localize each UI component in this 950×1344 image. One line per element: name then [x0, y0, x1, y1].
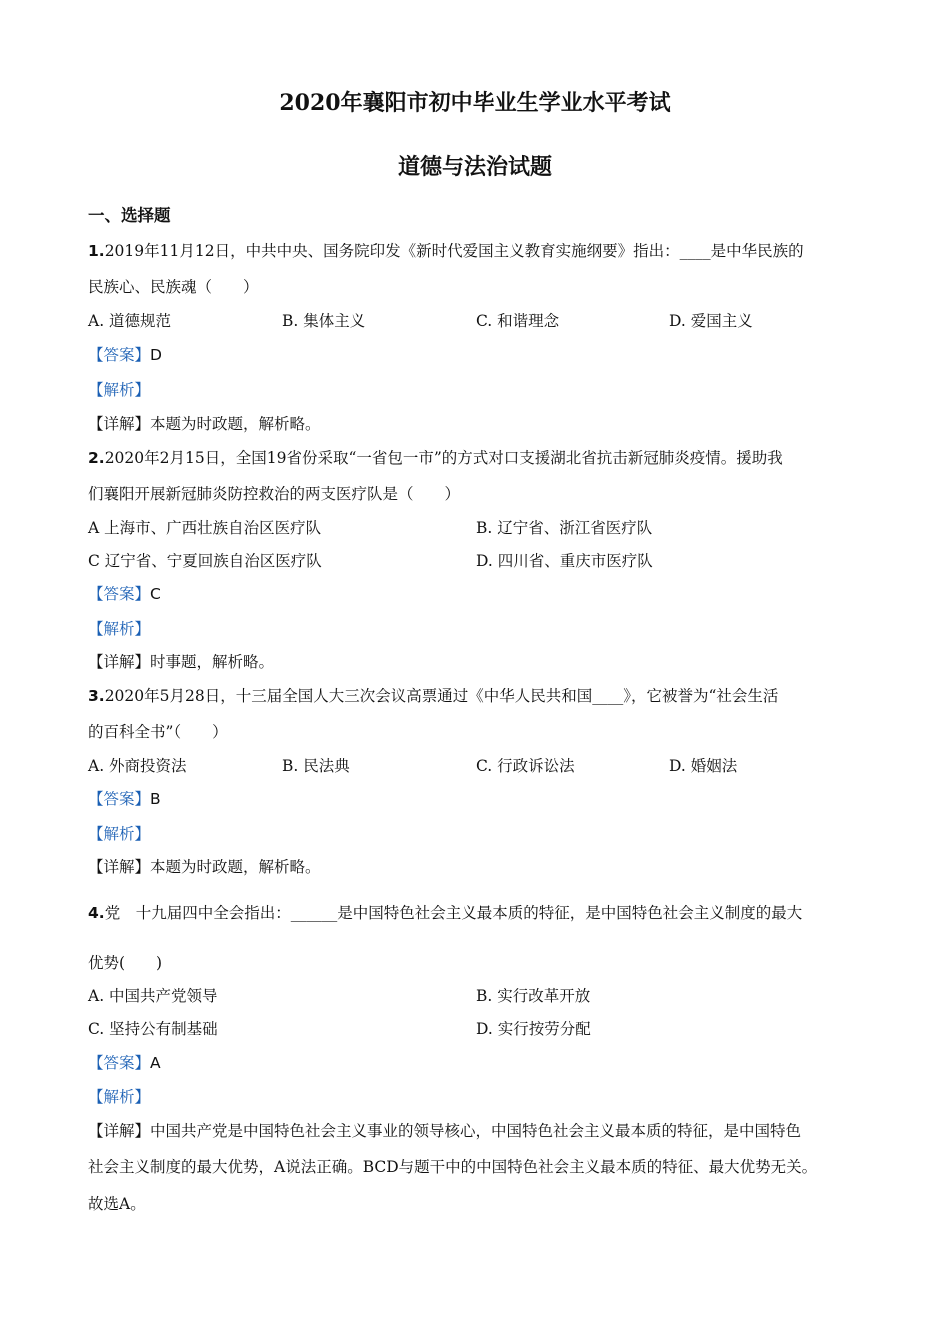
question-1-number: 1.	[88, 242, 105, 260]
question-3-detail	[88, 856, 321, 878]
question-3-option-d: D. 婚姻法	[669, 757, 738, 775]
question-3-line-2: 的百科全书”（ ）	[88, 723, 228, 741]
question-4-number: 4.	[88, 904, 105, 922]
question-4-detail-line-2: 社会主义制度的最大优势，A说法正确。BCD与题干中的中国特色社会主义最本质的特征、最大优势无关。	[88, 1158, 818, 1176]
question-2-stem: 2020年2月15日，全国19省份采取“一省包一市”的方式对口支援湖北省抗击新冠肺炎疫情。援助我	[104, 449, 783, 467]
answer-label: 【答案】	[88, 1054, 151, 1072]
detail-text: 中国共产党是中国特色社会主义事业的领导核心，中国特色社会主义最本质的特征，是中国特色	[150, 1122, 802, 1140]
detail-label: 【详解】	[88, 1122, 151, 1140]
question-3-number: 3.	[88, 687, 105, 705]
question-4-line-1	[88, 902, 802, 924]
question-1-line-1	[88, 240, 804, 262]
question-3-stem: 2020年5月28日，十三届全国人大三次会议高票通过《中华人民共和国____》，它被誉为“社会生活	[104, 687, 779, 705]
detail-text: 时事题，解析略。	[150, 653, 275, 671]
question-3-line-1	[88, 685, 778, 707]
question-3-answer	[88, 788, 161, 810]
question-4-option-c: C. 坚持公有制基础	[88, 1020, 218, 1038]
question-3-option-b: B. 民法典	[282, 757, 350, 775]
question-1-answer	[88, 344, 162, 366]
answer-value: C	[150, 585, 161, 603]
question-2-line-1	[88, 447, 783, 469]
question-2-line-2: 们襄阳开展新冠肺炎防控救治的两支医疗队是（ ）	[88, 485, 461, 503]
question-1-stem: 2019年11月12日，中共中央、国务院印发《新时代爱国主义教育实施纲要》指出：____是中华民族的	[104, 242, 804, 260]
question-2-option-c: C 辽宁省、宁夏回族自治区医疗队	[88, 552, 322, 570]
question-4-detail-line-1	[88, 1120, 801, 1142]
question-2-option-b: B. 辽宁省、浙江省医疗队	[476, 519, 653, 537]
question-4-stem: 党 十九届四中全会指出：______是中国特色社会主义最本质的特征，是中国特色社会主义制度的最大	[104, 904, 803, 922]
detail-label: 【详解】	[88, 858, 151, 876]
section-heading: 一、选择题	[88, 206, 171, 225]
detail-label: 【详解】	[88, 415, 151, 433]
question-3-analysis-label: 【解析】	[88, 825, 151, 843]
question-2-detail	[88, 651, 274, 673]
page-subtitle: 道德与法治试题	[397, 154, 552, 180]
question-4-detail-line-3: 故选A。	[88, 1195, 146, 1213]
question-4-analysis-label: 【解析】	[88, 1088, 151, 1106]
question-1-detail	[88, 413, 321, 435]
question-3-option-c: C. 行政诉讼法	[476, 757, 575, 775]
question-2-answer	[88, 583, 161, 605]
question-2-option-a: A 上海市、广西壮族自治区医疗队	[88, 519, 322, 537]
detail-text: 本题为时政题，解析略。	[150, 858, 321, 876]
question-1-analysis-label: 【解析】	[88, 381, 151, 399]
question-1-option-c: C. 和谐理念	[476, 312, 560, 330]
question-4-option-b: B. 实行改革开放	[476, 987, 591, 1005]
question-4-line-2: 优势( )	[88, 954, 163, 972]
answer-label: 【答案】	[88, 585, 151, 603]
answer-value: A	[150, 1054, 161, 1072]
question-2-analysis-label: 【解析】	[88, 620, 151, 638]
question-1-option-d: D. 爱国主义	[669, 312, 753, 330]
question-2-option-d: D. 四川省、重庆市医疗队	[476, 552, 653, 570]
answer-label: 【答案】	[88, 790, 151, 808]
answer-label: 【答案】	[88, 346, 151, 364]
answer-value: B	[150, 790, 161, 808]
question-4-option-a: A. 中国共产党领导	[88, 987, 218, 1005]
question-2-number: 2.	[88, 449, 105, 467]
page-title: 2020年襄阳市初中毕业生学业水平考试	[279, 90, 671, 116]
question-4-option-d: D. 实行按劳分配	[476, 1020, 591, 1038]
question-1-option-b: B. 集体主义	[282, 312, 366, 330]
question-3-option-a: A. 外商投资法	[88, 757, 187, 775]
question-1-line-2: 民族心、民族魂（ ）	[88, 278, 259, 296]
question-4-answer	[88, 1052, 161, 1074]
detail-label: 【详解】	[88, 653, 151, 671]
question-1-option-a: A. 道德规范	[88, 312, 172, 330]
answer-value: D	[150, 346, 162, 364]
detail-text: 本题为时政题，解析略。	[150, 415, 321, 433]
